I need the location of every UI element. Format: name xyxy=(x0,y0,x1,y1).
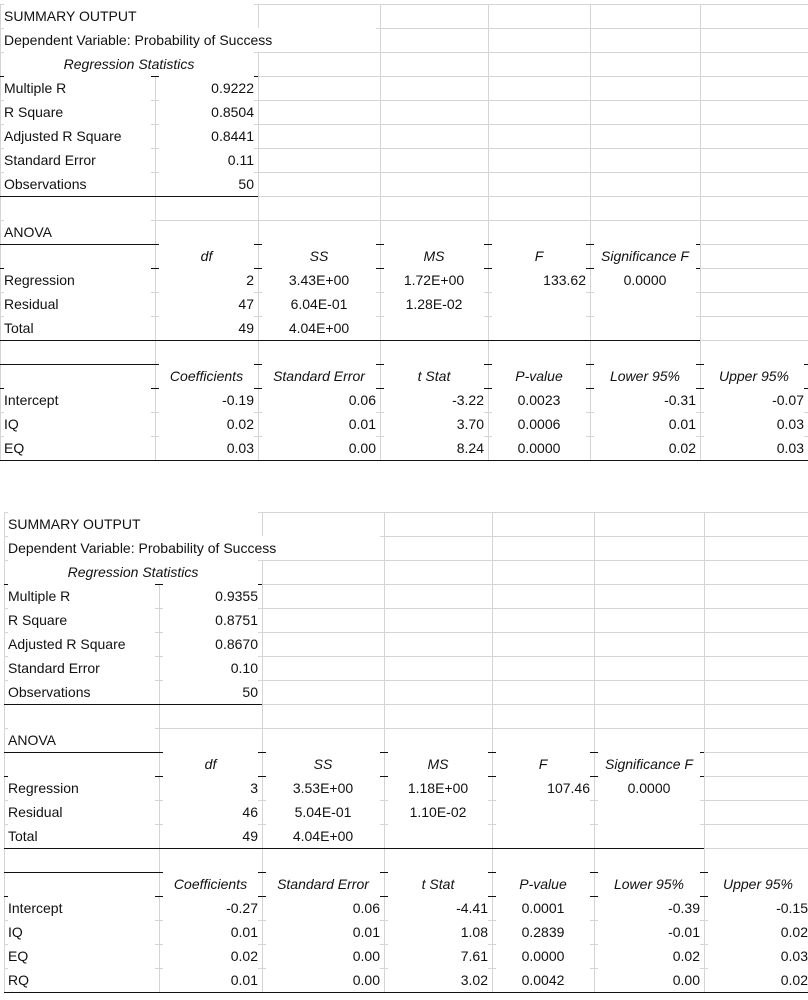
coef-cell-p: 0.0023 xyxy=(492,388,586,412)
anova-cell-f xyxy=(492,292,586,316)
gridline-col xyxy=(700,4,701,460)
anova-cell-ms xyxy=(384,316,484,340)
coef-cell-hi: 0.02 xyxy=(708,920,808,944)
reg-stat-label: Adjusted R Square xyxy=(8,632,155,656)
reg-stat-value: 0.8441 xyxy=(159,124,254,148)
anova-row-label: Total xyxy=(4,316,151,340)
anova-cell-sig xyxy=(594,292,696,316)
coef-bottom-rule xyxy=(4,992,808,993)
anova-header: Significance F xyxy=(594,244,696,268)
coef-cell-lo: 0.02 xyxy=(594,436,696,460)
regression-output-1 xyxy=(0,0,808,470)
anova-cell-sig: 0.0000 xyxy=(598,776,700,800)
coef-header: Upper 95% xyxy=(708,872,808,896)
coef-cell-t: 8.24 xyxy=(384,436,484,460)
regression-output-2 xyxy=(0,508,808,1000)
anova-header: F xyxy=(492,244,586,268)
anova-cell-ss: 5.04E-01 xyxy=(266,800,380,824)
reg-stats-bottom-rule xyxy=(0,196,258,197)
reg-stat-value: 50 xyxy=(163,680,258,704)
reg-stat-label: Multiple R xyxy=(4,76,151,100)
coef-cell-lo: -0.01 xyxy=(598,920,700,944)
gridline-col xyxy=(380,4,381,460)
coef-cell-hi: -0.07 xyxy=(704,388,804,412)
reg-stat-value: 0.9222 xyxy=(159,76,254,100)
coef-cell-lo: 0.02 xyxy=(598,944,700,968)
anova-cell-df: 3 xyxy=(163,776,258,800)
anova-header: MS xyxy=(384,244,484,268)
coef-cell-t: -4.41 xyxy=(388,896,488,920)
coef-header: Lower 95% xyxy=(598,872,700,896)
coef-cell-se: 0.00 xyxy=(266,968,380,992)
coef-cell-t: 3.70 xyxy=(384,412,484,436)
anova-cell-ms: 1.72E+00 xyxy=(384,268,484,292)
coef-cell-lo: 0.00 xyxy=(598,968,700,992)
coef-header: Coefficients xyxy=(159,364,254,388)
anova-cell-ms: 1.10E-02 xyxy=(388,800,488,824)
anova-row-label: Residual xyxy=(8,800,155,824)
coef-cell-se: 0.06 xyxy=(262,388,376,412)
anova-row-label: Regression xyxy=(8,776,155,800)
coef-cell-t: 1.08 xyxy=(388,920,488,944)
anova-cell-ms xyxy=(388,824,488,848)
anova-cell-df: 49 xyxy=(163,824,258,848)
reg-stat-label: R Square xyxy=(8,608,155,632)
anova-cell-ss: 3.53E+00 xyxy=(266,776,380,800)
anova-bottom-rule xyxy=(0,340,700,341)
coef-header: Standard Error xyxy=(266,872,380,896)
coef-header: Coefficients xyxy=(163,872,258,896)
summary-title: SUMMARY OUTPUT xyxy=(4,4,254,28)
anova-row-label: Regression xyxy=(4,268,151,292)
anova-cell-ms: 1.28E-02 xyxy=(384,292,484,316)
anova-cell-ss: 6.04E-01 xyxy=(262,292,376,316)
coef-cell-coef: -0.27 xyxy=(163,896,258,920)
coef-cell-hi: 0.02 xyxy=(708,968,808,992)
coef-cell-hi: 0.03 xyxy=(704,436,804,460)
coef-cell-se: 0.00 xyxy=(266,944,380,968)
anova-header: F xyxy=(496,752,590,776)
coef-cell-lo: -0.31 xyxy=(594,388,696,412)
coef-row-label: EQ xyxy=(8,944,155,968)
anova-bottom-rule xyxy=(4,848,704,849)
coef-header: Standard Error xyxy=(262,364,376,388)
reg-stat-label: Adjusted R Square xyxy=(4,124,151,148)
coef-row-label: RQ xyxy=(8,968,155,992)
coef-header: Lower 95% xyxy=(594,364,696,388)
anova-cell-sig xyxy=(594,316,696,340)
reg-stat-label: Standard Error xyxy=(4,148,151,172)
coef-header: Upper 95% xyxy=(704,364,804,388)
summary-title: SUMMARY OUTPUT xyxy=(8,512,258,536)
anova-header: SS xyxy=(262,244,376,268)
gridline-col xyxy=(0,4,1,460)
coef-header: t Stat xyxy=(384,364,484,388)
coef-cell-coef: 0.01 xyxy=(163,968,258,992)
gridline-col xyxy=(258,4,259,460)
coef-cell-p: 0.0006 xyxy=(492,412,586,436)
reg-stat-value: 0.8670 xyxy=(163,632,258,656)
anova-header: df xyxy=(159,244,254,268)
coef-cell-coef: 0.02 xyxy=(159,412,254,436)
reg-stat-value: 0.8751 xyxy=(163,608,258,632)
coef-cell-hi: 0.03 xyxy=(704,412,804,436)
anova-cell-ss: 4.04E+00 xyxy=(262,316,376,340)
anova-cell-f: 133.62 xyxy=(492,268,586,292)
coef-row-label: Intercept xyxy=(8,896,155,920)
coef-cell-hi: -0.15 xyxy=(708,896,808,920)
dependent-variable: Dependent Variable: Probability of Success xyxy=(4,28,376,52)
coef-cell-p: 0.0042 xyxy=(496,968,590,992)
coef-cell-se: 0.01 xyxy=(262,412,376,436)
regression-statistics-header: Regression Statistics xyxy=(8,560,258,584)
reg-stat-label: Observations xyxy=(4,172,151,196)
coef-cell-coef: 0.02 xyxy=(163,944,258,968)
anova-cell-ms: 1.18E+00 xyxy=(388,776,488,800)
reg-stat-label: Observations xyxy=(8,680,155,704)
reg-stat-label: Multiple R xyxy=(8,584,155,608)
anova-cell-df: 2 xyxy=(159,268,254,292)
anova-row-label: Total xyxy=(8,824,155,848)
coef-row-label: IQ xyxy=(4,412,151,436)
anova-title: ANOVA xyxy=(8,728,155,752)
gridline-col xyxy=(704,512,705,992)
coef-cell-lo: -0.39 xyxy=(598,896,700,920)
anova-cell-f xyxy=(492,316,586,340)
coef-cell-se: 0.06 xyxy=(266,896,380,920)
coef-row-label: EQ xyxy=(4,436,151,460)
coef-cell-coef: 0.01 xyxy=(163,920,258,944)
reg-stat-value: 50 xyxy=(159,172,254,196)
anova-cell-f xyxy=(496,824,590,848)
coef-cell-se: 0.00 xyxy=(262,436,376,460)
reg-stats-bottom-rule xyxy=(4,704,262,705)
anova-title: ANOVA xyxy=(4,220,151,244)
anova-cell-df: 47 xyxy=(159,292,254,316)
anova-cell-sig: 0.0000 xyxy=(594,268,696,292)
coef-header: P-value xyxy=(496,872,590,896)
anova-header: Significance F xyxy=(598,752,700,776)
reg-stat-label: R Square xyxy=(4,100,151,124)
coef-header: t Stat xyxy=(388,872,488,896)
reg-stat-label: Standard Error xyxy=(8,656,155,680)
coef-cell-p: 0.2839 xyxy=(496,920,590,944)
anova-cell-df: 49 xyxy=(159,316,254,340)
coef-cell-hi: 0.03 xyxy=(708,944,808,968)
coef-cell-coef: -0.19 xyxy=(159,388,254,412)
anova-header: MS xyxy=(388,752,488,776)
anova-cell-ss: 3.43E+00 xyxy=(262,268,376,292)
reg-stat-value: 0.8504 xyxy=(159,100,254,124)
coef-cell-t: -3.22 xyxy=(384,388,484,412)
anova-cell-sig xyxy=(598,824,700,848)
anova-cell-df: 46 xyxy=(163,800,258,824)
anova-cell-f xyxy=(496,800,590,824)
coef-header: P-value xyxy=(492,364,586,388)
reg-stat-value: 0.10 xyxy=(163,656,258,680)
regression-statistics-header: Regression Statistics xyxy=(4,52,254,76)
reg-stat-value: 0.11 xyxy=(159,148,254,172)
coef-cell-p: 0.0000 xyxy=(496,944,590,968)
coef-cell-t: 3.02 xyxy=(388,968,488,992)
anova-cell-f: 107.46 xyxy=(496,776,590,800)
gridline-col xyxy=(590,4,591,460)
gridline-col xyxy=(488,4,489,460)
coef-cell-t: 7.61 xyxy=(388,944,488,968)
anova-cell-ss: 4.04E+00 xyxy=(266,824,380,848)
anova-header: SS xyxy=(266,752,380,776)
coef-cell-p: 0.0001 xyxy=(496,896,590,920)
coef-cell-lo: 0.01 xyxy=(594,412,696,436)
anova-row-label: Residual xyxy=(4,292,151,316)
anova-cell-sig xyxy=(598,800,700,824)
reg-stat-value: 0.9355 xyxy=(163,584,258,608)
coef-cell-p: 0.0000 xyxy=(492,436,586,460)
dependent-variable: Dependent Variable: Probability of Success xyxy=(8,536,380,560)
anova-header: df xyxy=(163,752,258,776)
coef-row-label: Intercept xyxy=(4,388,151,412)
coef-cell-se: 0.01 xyxy=(266,920,380,944)
coef-bottom-rule xyxy=(0,460,808,461)
coef-cell-coef: 0.03 xyxy=(159,436,254,460)
coef-row-label: IQ xyxy=(8,920,155,944)
